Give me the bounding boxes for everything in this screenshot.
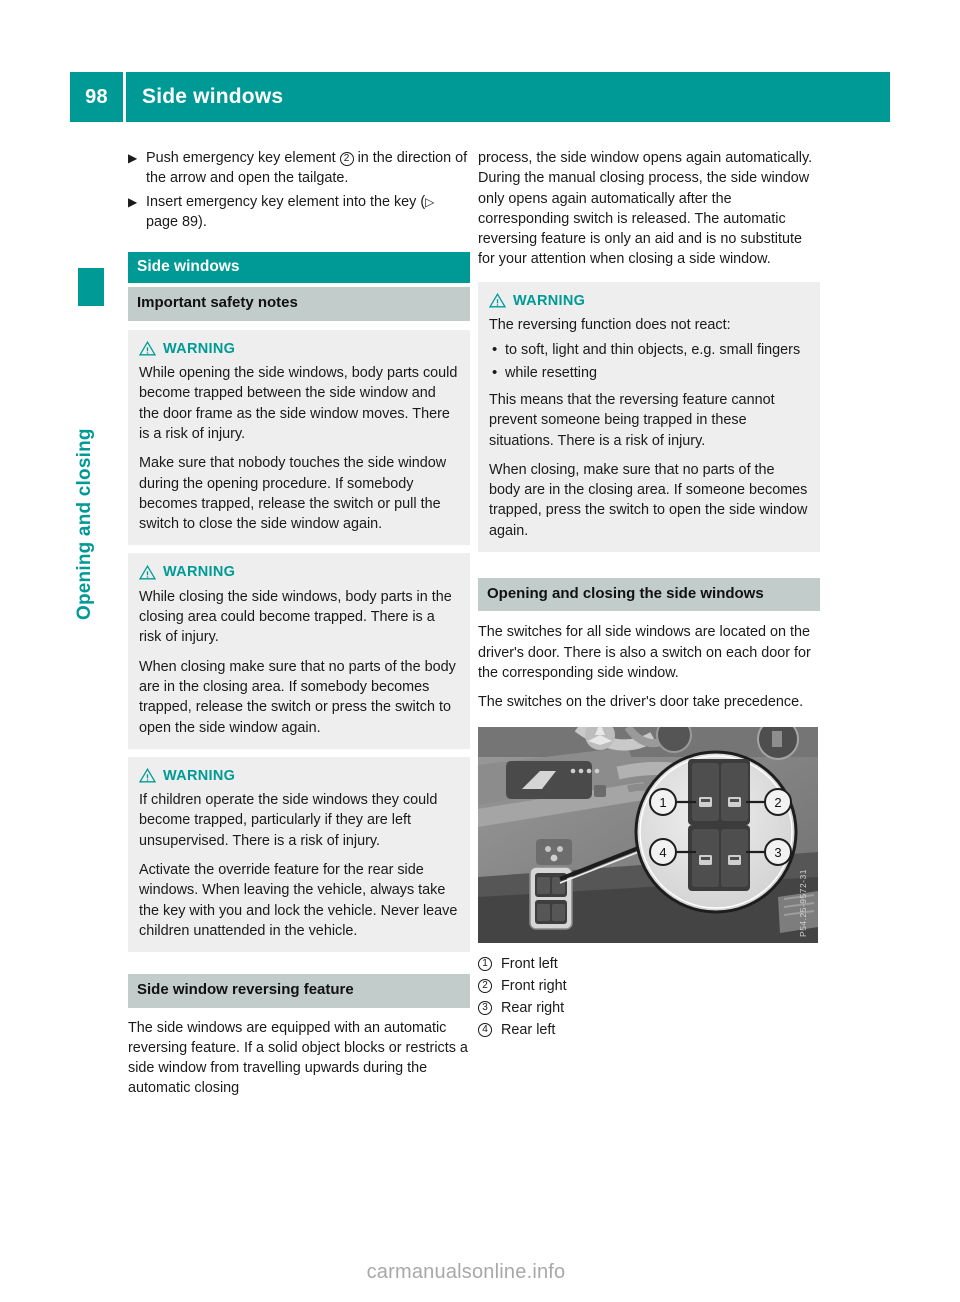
step-item [128, 192, 470, 233]
step-text-before: Insert emergency key element into the key ( [146, 193, 426, 210]
bullet-dot-icon: • [492, 363, 498, 381]
step-text-after: in the direction of the arrow and open the tailgate. [146, 150, 468, 187]
warning-header [489, 291, 809, 311]
page-reference-arrow-icon: ▷ [425, 194, 435, 209]
opening-paragraph: The switches on the driver's door take precedence. [478, 694, 804, 711]
legend-number: 2 [478, 979, 492, 993]
legend-number: 4 [478, 1023, 492, 1037]
warning-header [139, 562, 459, 582]
warning-paragraph: While closing the side windows, body parts in the closing area could become trapped. There is a risk of injury. [139, 588, 452, 646]
bullet-text: to soft, light and thin objects, e.g. small fingers [505, 342, 801, 359]
warning-label: WARNING [163, 767, 236, 784]
legend-label: Front right [501, 977, 567, 994]
legend-item [478, 997, 820, 1019]
bullet-dot-icon: • [492, 341, 498, 359]
figure-code: P54.25-9572-31 [797, 868, 808, 937]
legend-item [478, 953, 820, 975]
warning-box [128, 757, 470, 952]
section-heading-side-windows: Side windows [128, 252, 470, 283]
subsection-heading-opening-closing: Opening and closing the side windows [478, 578, 820, 611]
warning-paragraph: Make sure that nobody touches the side window during the opening procedure. If somebody becomes trapped, release the switch or pull the switch to close the side window again. [139, 455, 447, 533]
warning-label: WARNING [163, 564, 236, 581]
page-number: 98 [70, 72, 123, 122]
reversing-paragraph: The side windows are equipped with an automatic reversing feature. If a solid object blocks or restricts a side window from travelling upwards during the automatic closing [128, 1019, 468, 1097]
figure-window-switch-panel [478, 727, 818, 943]
warning-label: WARNING [163, 340, 236, 357]
warning-paragraph: If children operate the side windows they could become trapped, particularly if they are left unsupervised. There is a risk of injury. [139, 792, 438, 849]
legend-item [478, 975, 820, 997]
figure-legend [478, 953, 820, 1041]
legend-item [478, 1019, 820, 1041]
figure-illustration [478, 727, 818, 943]
chapter-tab-marker [78, 268, 104, 306]
legend-label: Rear right [501, 999, 565, 1016]
svg-text:3: 3 [774, 844, 782, 860]
subsection-heading-reversing-feature: Side window reversing feature [128, 974, 470, 1007]
warning-paragraph: Activate the override feature for the rear side windows. When leaving the vehicle, always take the key with you and lock the vehicle. Never leave children unattended in the vehicle. [139, 862, 458, 939]
legend-number: 3 [478, 1001, 492, 1015]
step-marker-icon: ▶ [128, 151, 138, 165]
warning-triangle-icon [139, 768, 156, 783]
left-column [128, 148, 470, 1099]
svg-text:4: 4 [659, 844, 667, 860]
page-header [70, 72, 890, 122]
chapter-label: Opening and closing [74, 428, 95, 620]
warning-intro: The reversing function does not react: [489, 317, 731, 334]
legend-number: 1 [478, 957, 492, 971]
warning-bullet-item [489, 340, 809, 360]
continued-paragraph: process, the side window opens again automatically. During the manual closing process, the side window only opens again automatically after the corresponding switch is released. The automatic reversing feature is only an aid and is no substitute for your attention when closing a side window. [478, 150, 813, 268]
warning-triangle-icon [489, 293, 506, 308]
page-title: Side windows [126, 72, 890, 122]
warning-triangle-icon [139, 341, 156, 356]
warning-box [478, 282, 820, 552]
subsection-heading-safety-notes: Important safety notes [128, 287, 470, 320]
warning-header [139, 766, 459, 786]
warning-header [139, 339, 459, 359]
bullet-text: while resetting [505, 364, 597, 381]
opening-paragraph: The switches for all side windows are located on the driver's door. There is also a switch on each door for the corresponding side window. [478, 624, 811, 681]
right-column [478, 148, 820, 1041]
step-text-before: Push emergency key element [146, 150, 336, 166]
warning-triangle-icon [139, 565, 156, 580]
warning-label: WARNING [513, 292, 586, 309]
callout-ref: 2 [340, 152, 354, 166]
site-watermark: carmanualsonline.info [366, 1261, 566, 1283]
warning-bullet-item [489, 363, 809, 383]
warning-paragraph: While opening the side windows, body parts could become trapped between the side window and the door frame as the side window moves. There is a risk of injury. [139, 365, 458, 442]
page-reference-link[interactable]: page 89 [146, 213, 199, 230]
warning-paragraph: When closing make sure that no parts of the body are in the closing area. If somebody becomes trapped, release the switch or press the switch to open the side window again. [139, 658, 456, 736]
step-item [128, 148, 470, 189]
svg-text:1: 1 [659, 794, 667, 810]
legend-label: Rear left [501, 1021, 556, 1038]
warning-paragraph: This means that the reversing feature cannot prevent someone being trapped in these situations. There is a risk of injury. [489, 391, 775, 449]
warning-paragraph: When closing, make sure that no parts of the body are in the closing area. If someone becomes trapped, press the switch to open the side window again. [489, 461, 808, 539]
legend-label: Front left [501, 955, 558, 972]
step-marker-icon: ▶ [128, 194, 138, 209]
warning-box [128, 330, 470, 546]
warning-box [128, 553, 470, 748]
step-text-after: ). [198, 213, 207, 230]
svg-text:2: 2 [774, 794, 782, 810]
